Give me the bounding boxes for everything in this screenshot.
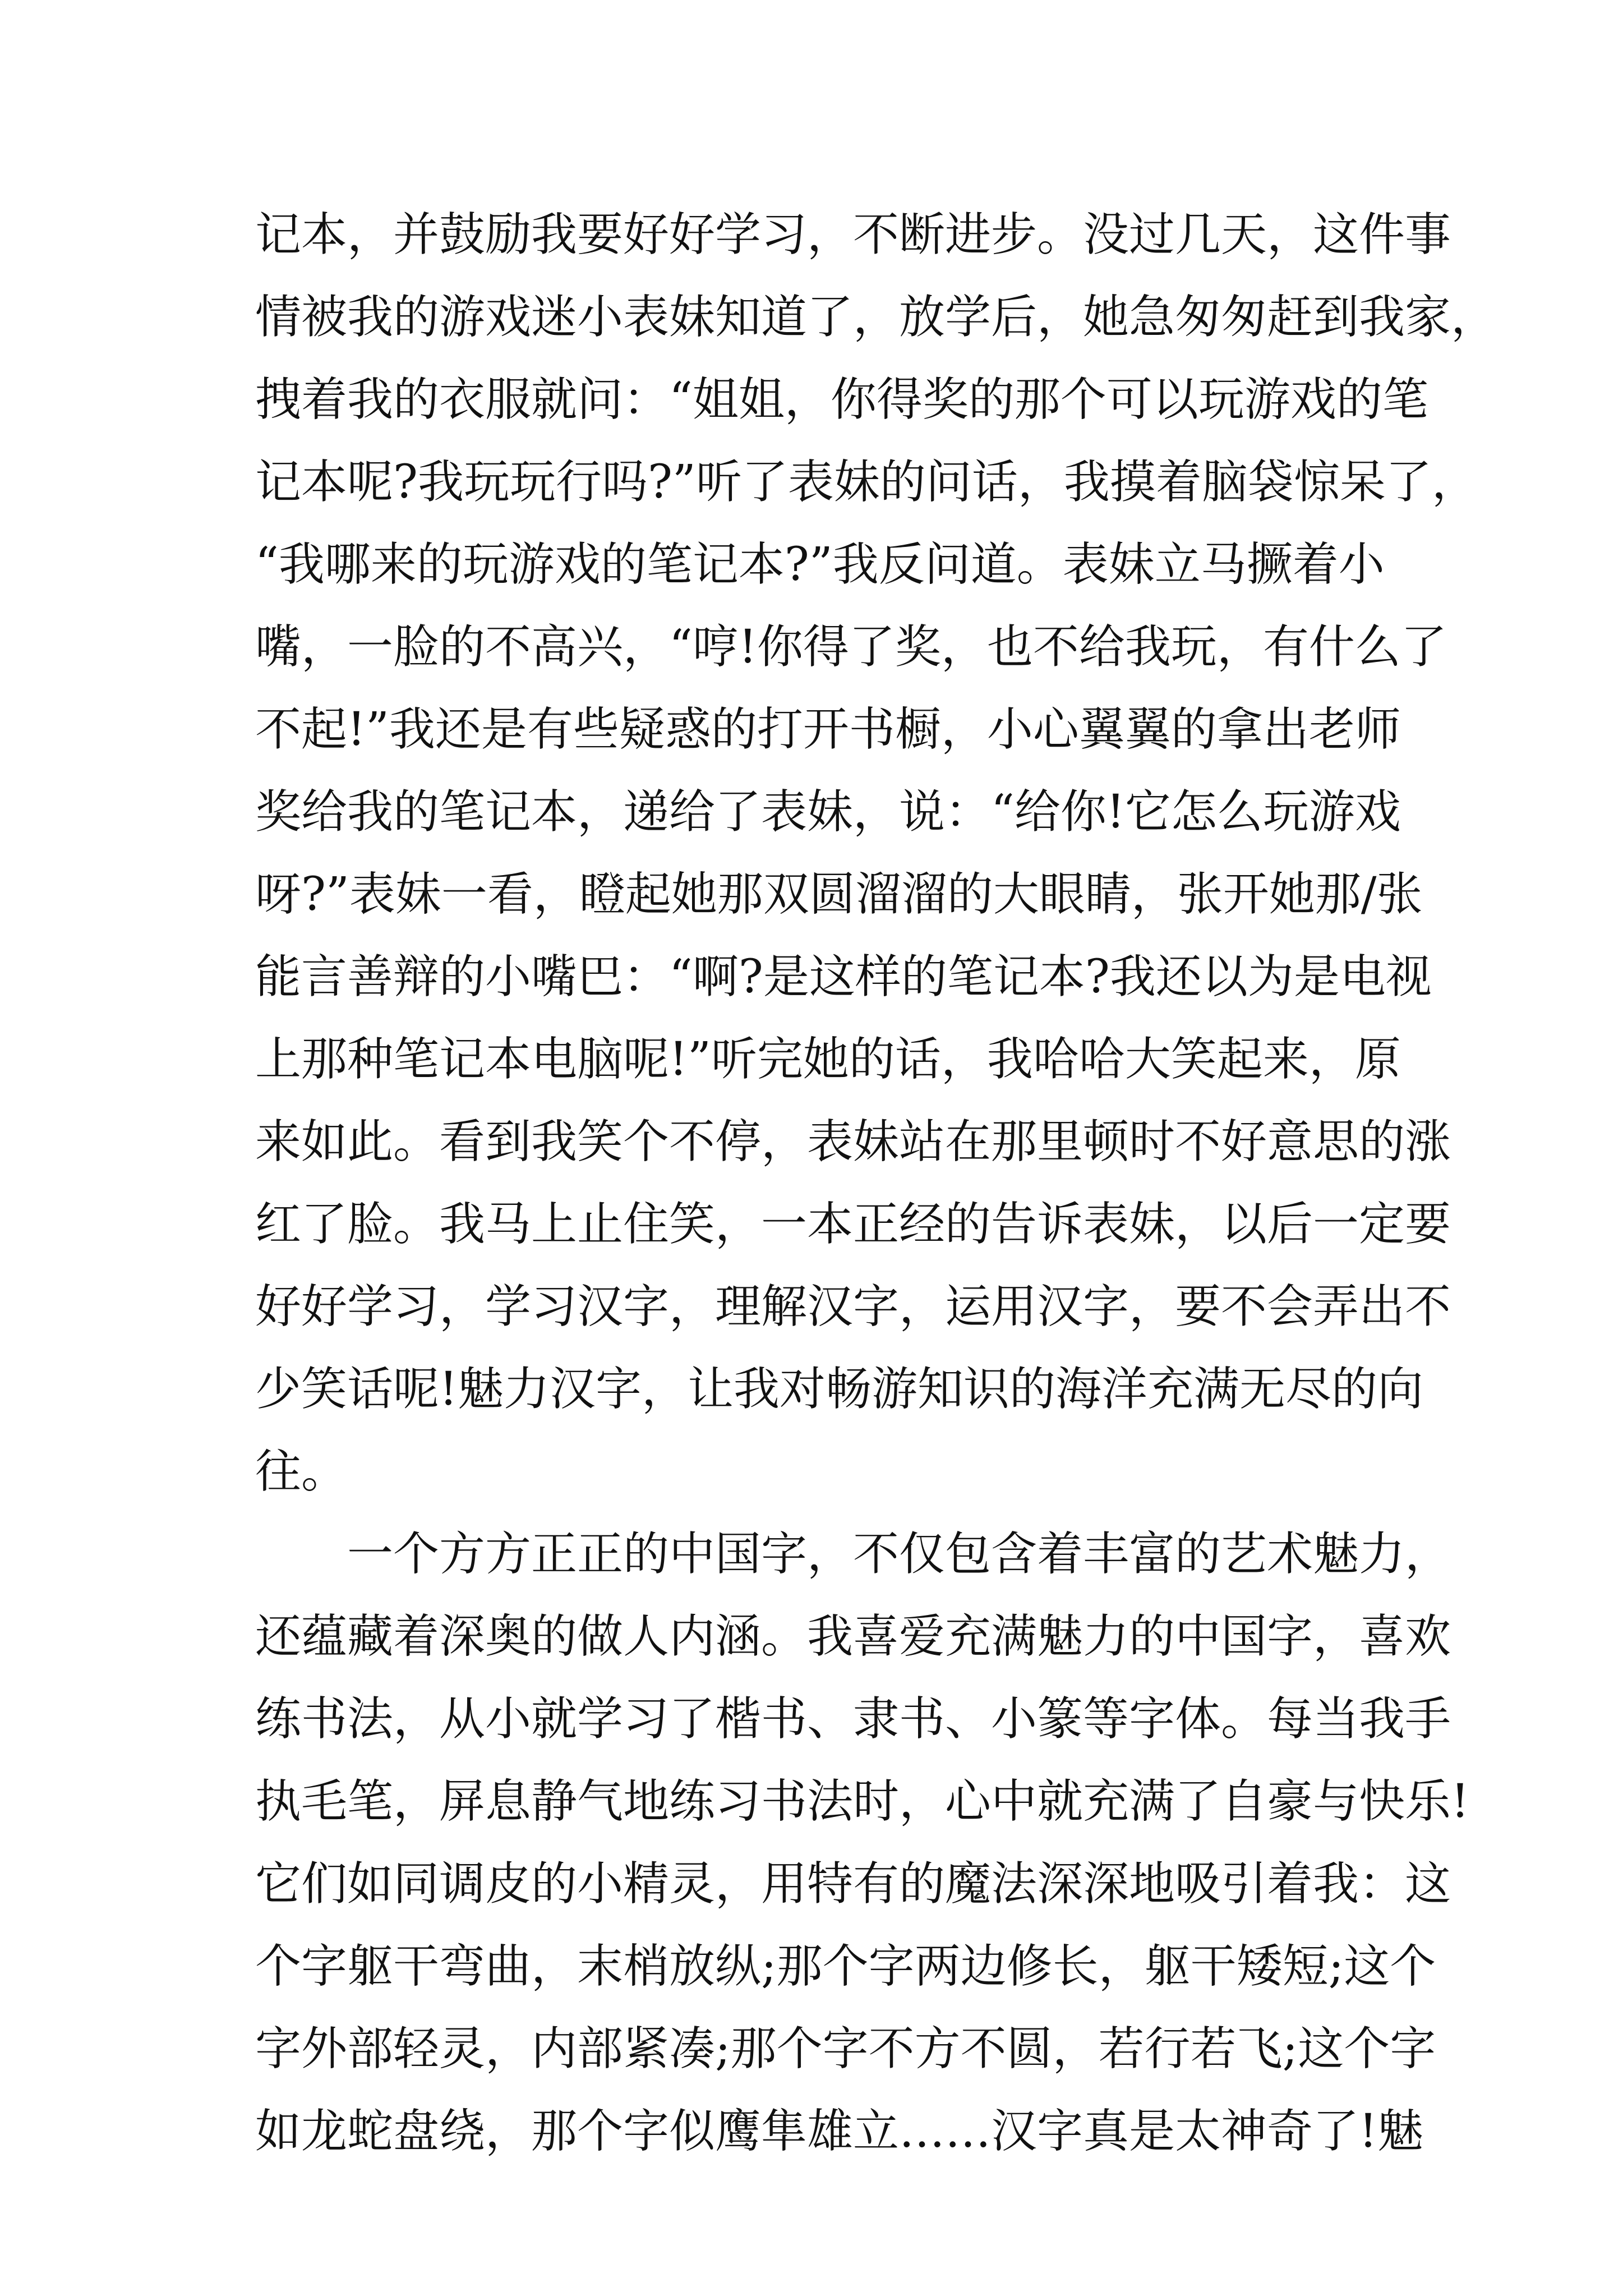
body-text <box>255 194 1497 2173</box>
text-line: 拽着我的衣服就问：“姐姐，你得奖的那个可以玩游戏的笔 <box>255 373 1428 426</box>
text-line: 奖给我的笔记本，递给了表妹，说：“给你!它怎么玩游戏 <box>255 785 1401 839</box>
text-line: 上那种笔记本电脑呢!”听完她的话，我哈哈大笑起来，原 <box>255 1033 1401 1086</box>
text-line: 呀?”表妹一看，瞪起她那双圆溜溜的大眼睛，张开她那/张 <box>255 868 1423 921</box>
text-line: 来如此。看到我笑个不停，表妹站在那里顿时不好意思的涨 <box>255 1115 1451 1168</box>
text-line: 还蕴藏着深奥的做人内涵。我喜爱充满魅力的中国字，喜欢 <box>255 1610 1451 1663</box>
text-line: 记本呢?我玩玩行吗?”听了表妹的问话，我摸着脑袋惊呆了， <box>255 455 1478 509</box>
text-line: 往。 <box>255 1445 348 1498</box>
text-line: 能言善辩的小嘴巴：“啊?是这样的笔记本?我还以为是电视 <box>255 950 1432 1004</box>
text-line: 红了脸。我马上止住笑，一本正经的告诉表妹，以后一定要 <box>255 1198 1451 1251</box>
text-line: 少笑话呢!魅力汉字，让我对畅游知识的海洋充满无尽的向 <box>255 1363 1423 1416</box>
text-line: 嘴，一脸的不高兴，“哼!你得了奖，也不给我玩，有什么了 <box>255 620 1447 674</box>
text-line: 字外部轻灵，内部紧凑;那个字不方不圆，若行若飞;这个字 <box>255 2022 1436 2076</box>
text-line: 好好学习，学习汉字，理解汉字，运用汉字，要不会弄出不 <box>255 1280 1451 1333</box>
text-line: 练书法，从小就学习了楷书、隶书、小篆等字体。每当我手 <box>255 1692 1451 1746</box>
text-line: 个字躯干弯曲，末梢放纵;那个字两边修长，躯干矮短;这个 <box>255 1940 1436 1993</box>
text-line: 如龙蛇盘绕，那个字似鹰隼雄立……汉字真是太神奇了!魅 <box>255 2105 1423 2158</box>
text-line: 执毛笔，屏息静气地练习书法时，心中就充满了自豪与快乐! <box>255 1775 1469 1828</box>
text-line: 记本，并鼓励我要好好学习，不断进步。没过几天，这件事 <box>255 208 1451 261</box>
paragraph-first-line: 一个方方正正的中国字，不仅包含着丰富的艺术魅力， <box>347 1527 1451 1581</box>
text-line: 情被我的游戏迷小表妹知道了，放学后，她急匆匆赶到我家， <box>255 291 1497 344</box>
text-line: “我哪来的玩游戏的笔记本?”我反问道。表妹立马撅着小 <box>255 538 1385 591</box>
text-line: 不起!”我还是有些疑惑的打开书橱，小心翼翼的拿出老师 <box>255 703 1401 756</box>
text-line: 它们如同调皮的小精灵，用特有的魔法深深地吸引着我：这 <box>255 1857 1451 1911</box>
